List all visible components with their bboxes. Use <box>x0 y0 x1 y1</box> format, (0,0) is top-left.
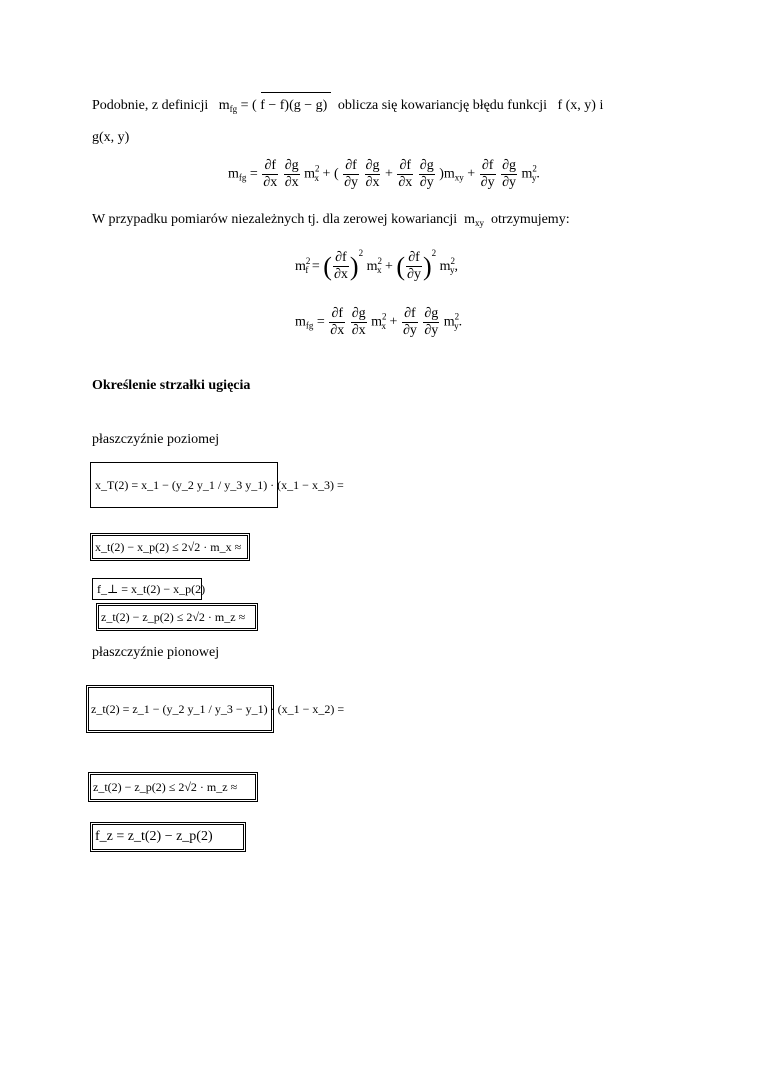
equation-mf2: $m^2_f$ = ( $\frac{\partial f}{\partial x}$ )$^2$ $m^2_x$ + ( $\frac{\partial f}{\partial y}$ )$^2$ $m^2_y$, <box>295 248 459 283</box>
label-vertical-plane: płaszczyźnie pionowej <box>92 645 220 660</box>
label-horizontal-plane: płaszczyźnie poziomej <box>92 432 220 447</box>
equation-mfg-full: $m_{fg}$ = $\frac{\partial f}{\partial x}$ $\frac{\partial g}{\partial x}$ $m^2_x$ + ( $\frac{\partial f}{\partial y}$ $\frac{\partial g}{\partial x}$ + $\frac{\partial f}{\partial x}$ $\frac{\partial g}{\partial y}$ )$m_{xy}$ + $\frac{\partial f}{\partial y}$ $\frac{\partial g}{\partial y}$ $m^2_y$. <box>228 158 540 190</box>
gxy-symbol: g(x, y) <box>92 130 130 145</box>
intro-line-1 <box>92 98 603 114</box>
independent-suffix: otrzymujemy: <box>491 212 570 227</box>
intro-middle: oblicza się kowariancję błędu funkcji <box>337 98 547 113</box>
covariance-definition: = ( f − f)(g − g) <box>241 98 331 113</box>
independent-text: W przypadku pomiarów niezależnych tj. dla zerowej kowariancji <box>92 212 458 227</box>
formula-box-xt-xp-inequality: x_t(2) − x_p(2) ≤ 2√2 · m_x ≈ <box>90 533 250 561</box>
intro-prefix: Podobnie, z definicji <box>92 98 209 113</box>
mfg-symbol: $m_{fg}$ <box>218 98 238 114</box>
section-heading: Określenie strzałki ugięcia <box>92 378 251 393</box>
formula-box-zt: z_t(2) = z_1 − (y_2 y_1 / y_3 − y_1) · (x_1 − x_2) = <box>86 685 274 733</box>
formula-box-f-perp: f_⊥ = x_t(2) − x_p(2) <box>92 578 202 600</box>
mxy-symbol: $m_{xy}$ <box>464 212 485 228</box>
equation-mfg-independent: $m_{fg}$ = $\frac{\partial f}{\partial x}$ $\frac{\partial g}{\partial x}$ $m^2_x$ + $\frac{\partial f}{\partial y}$ $\frac{\partial g}{\partial y}$ $m^2_y$. <box>295 306 463 338</box>
formula-box-xt: x_T(2) = x_1 − (y_2 y_1 / y_3 y_1) · (x_1 − x_3) = <box>90 462 278 508</box>
formula-box-fz: f_z = z_t(2) − z_p(2) <box>90 822 246 852</box>
independent-text-line <box>92 212 570 228</box>
formula-box-zt-zp-inequality-2: z_t(2) − z_p(2) ≤ 2√2 · m_z ≈ <box>88 772 258 802</box>
fxy-symbol: f (x, y) <box>557 98 596 113</box>
intro-and: i <box>599 98 604 113</box>
formula-box-zt-zp-inequality-1: z_t(2) − z_p(2) ≤ 2√2 · m_z ≈ <box>96 603 258 631</box>
